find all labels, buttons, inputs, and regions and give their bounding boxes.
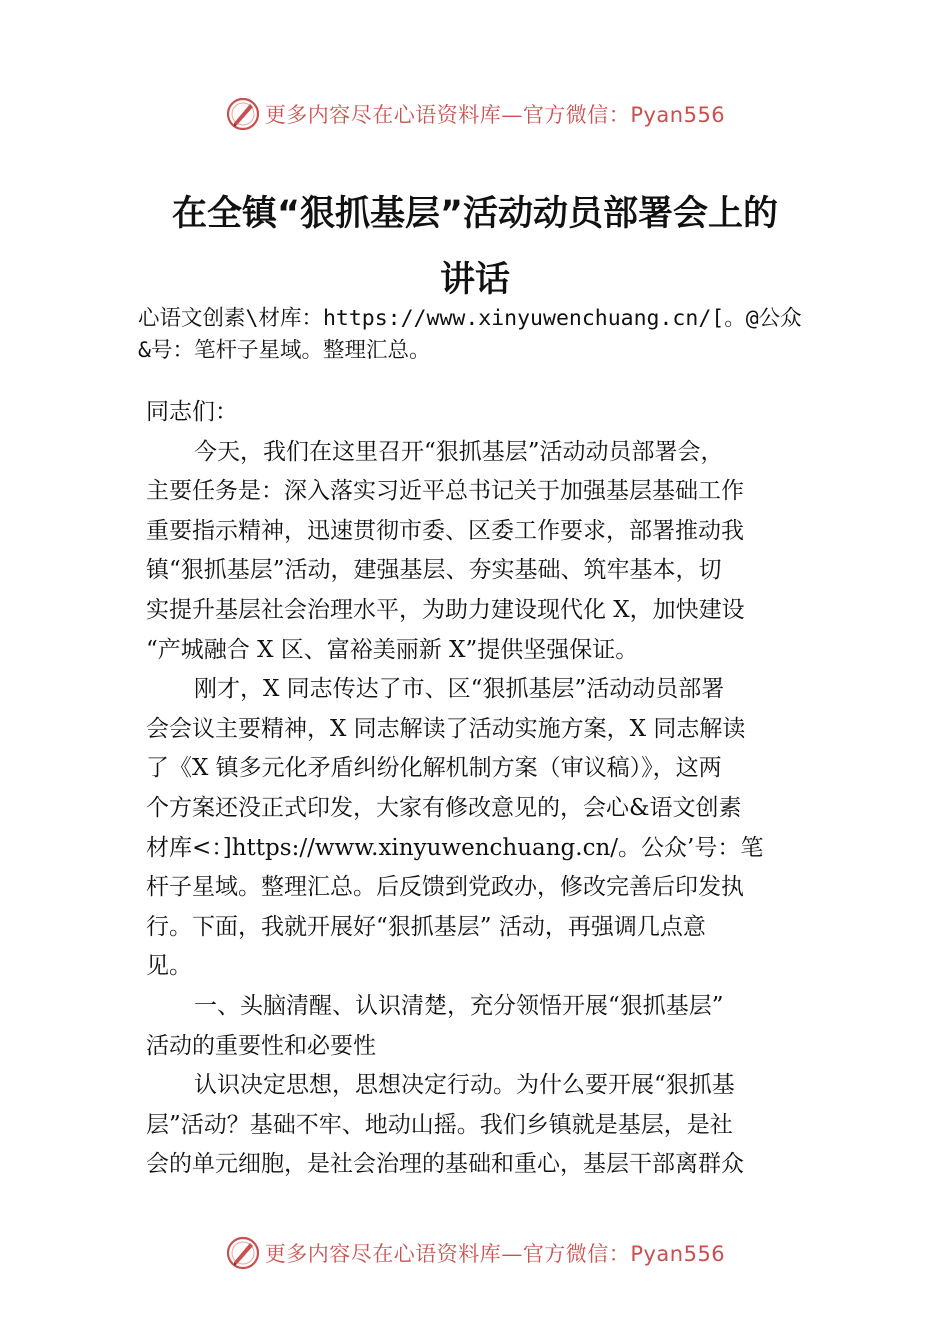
body-line: 会的单元细胞，是社会治理的基础和重心，基层干部离群众	[146, 1151, 744, 1178]
body-line: 杆子星域。整理汇总。后反馈到党政办，修改完善后印发执	[146, 874, 744, 901]
body-line: 行。下面，我就开展好“狠抓基层” 活动，再强调几点意	[146, 913, 706, 940]
body-line: 刚才，X 同志传达了市、区“狠抓基层”活动动员部署	[194, 676, 725, 703]
source-note	[138, 303, 850, 367]
body-line: 实提升基层社会治理水平，为助力建设现代化 X，加快建设	[146, 596, 745, 623]
source-line-2: &号：笔杆子星域。整理汇总。	[138, 338, 431, 363]
body-line: 了《X 镇多元化矛盾纠纷化解机制方案（审议稿）》，这两	[146, 755, 722, 782]
body-line: 见。	[146, 953, 192, 980]
body-line: 层”活动？基础不牢、地动山摇。我们乡镇就是基层，是社	[146, 1111, 733, 1138]
body-line: 同志们：	[146, 399, 238, 425]
page-title-line2: 讲话	[439, 260, 510, 300]
body-line: 主要任务是：深入落实习近平总书记关于加强基层基础工作	[146, 478, 744, 505]
body-line: 一、头脑清醒、认识清楚，充分领悟开展“狠抓基层”	[194, 992, 724, 1019]
watermark-text: 更多内容尽在心语资料库—官方微信：Pyan556	[264, 103, 726, 127]
body-line: 活动的重要性和必要性	[146, 1032, 376, 1059]
body-line: 今天，我们在这里召开“狠抓基层”活动动员部署会，	[194, 438, 724, 465]
header-watermark	[0, 92, 950, 136]
page-title-line1: 在全镇“狠抓基层”活动动员部署会上的	[171, 194, 778, 234]
document-body	[146, 393, 826, 1185]
quill-logo-icon	[225, 1235, 261, 1271]
body-line: 会会议主要精神，X 同志解读了活动实施方案，X 同志解读	[146, 715, 746, 742]
body-line: 个方案还没正式印发，大家有修改意见的，会心&语文创素	[146, 794, 742, 821]
body-line: 镇“狠抓基层”活动，建强基层、夯实基础、筑牢基本，切	[146, 557, 722, 584]
body-line: 重要指示精神，迅速贯彻市委、区委工作要求，部署推动我	[146, 517, 744, 544]
source-line-1: 心语文创素\材库：https://www.xinyuwenchuang.cn/[。@公众	[138, 306, 802, 331]
body-line: 认识决定思想，思想决定行动。为什么要开展“狠抓基	[194, 1072, 735, 1099]
quill-logo-icon	[225, 96, 261, 132]
body-line: “产城融合 X 区、富裕美丽新 X”提供坚强保证。	[146, 636, 639, 663]
footer-watermark	[0, 1231, 950, 1275]
watermark-text: 更多内容尽在心语资料库—官方微信：Pyan556	[264, 1242, 726, 1266]
body-line: 材库<：]https://www.xinyuwenchuang.cn/。公众’号：笔	[146, 834, 764, 861]
